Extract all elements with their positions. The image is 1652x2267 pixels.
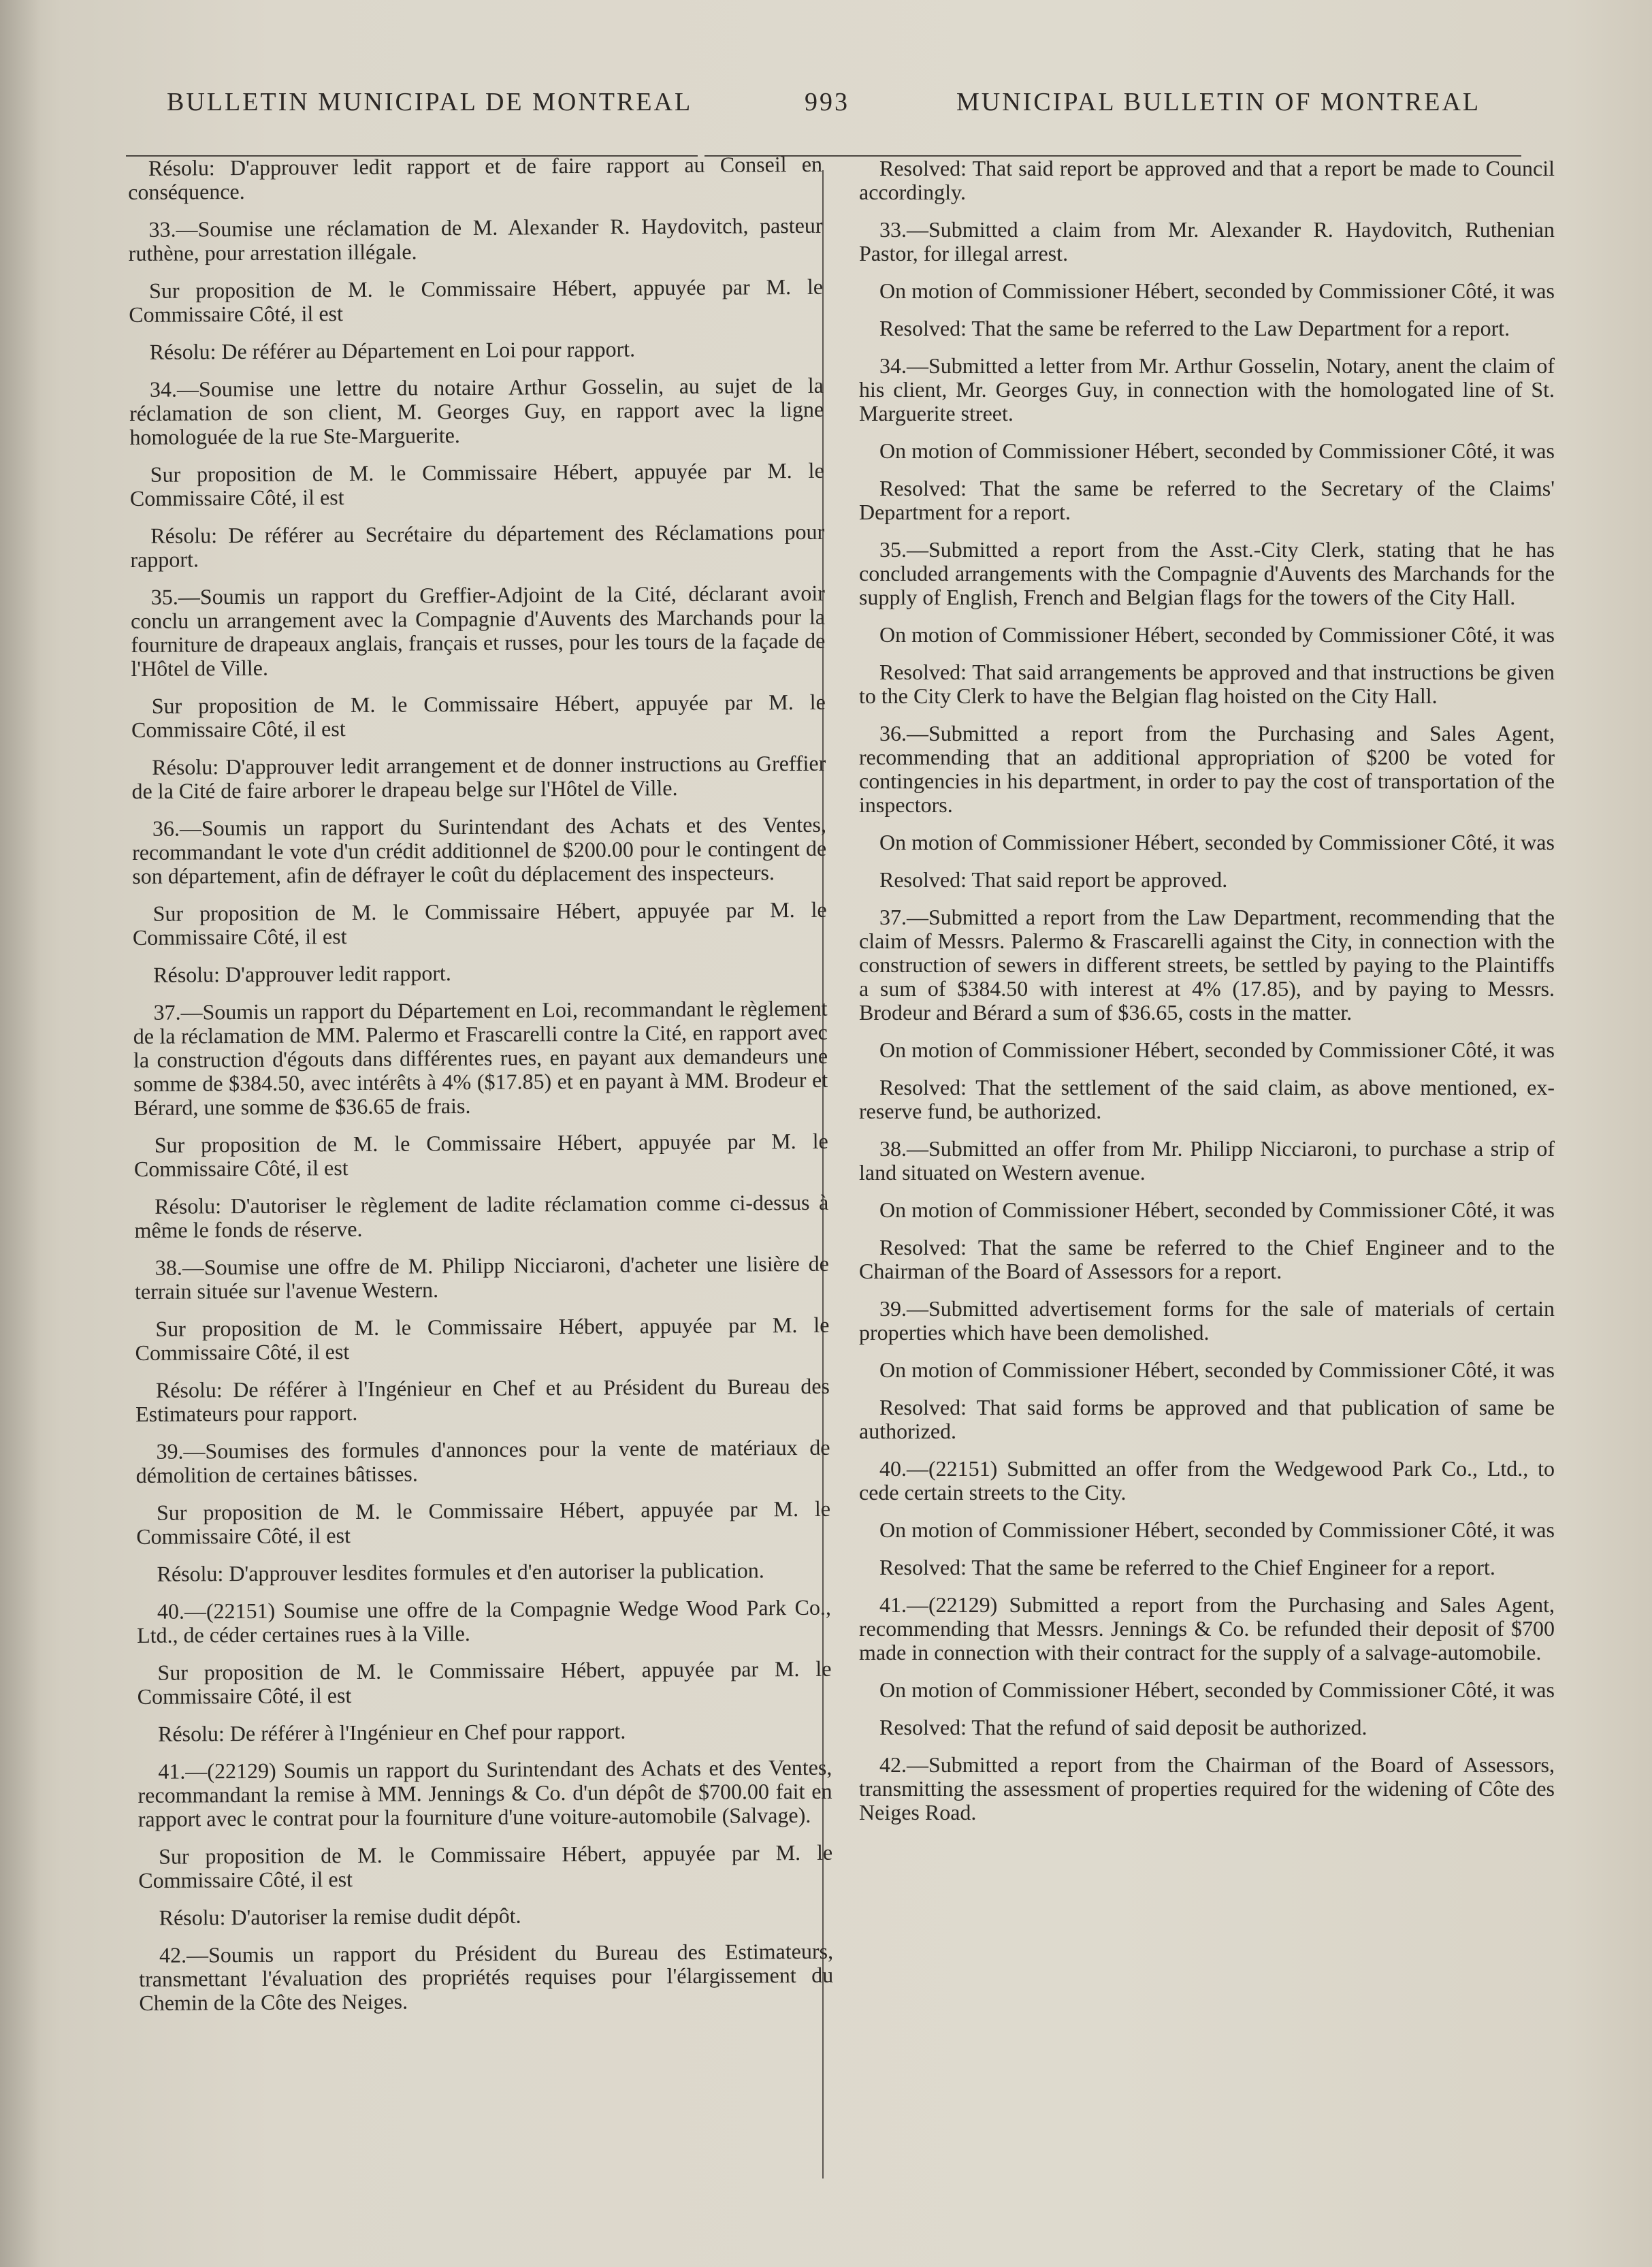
paragraph: On motion of Commissioner Hébert, seconded by Commissioner Côté, it was: [879, 278, 1555, 303]
paragraph: On motion of Commissioner Hébert, seconded by Commissioner Côté, it was: [879, 1038, 1555, 1062]
paragraph: 37.—Soumis un rapport du Département en Loi, recommandant le règlement de la réclamation de MM. Palermo et Frascarelli contre la Cité, en rapport avec la construction d'égouts dans différentes rues, en payant aux demandeurs une somme de $384.50, avec intérêts à 4% ($17.85) et en payant à MM. Brodeur et Bérard, une somme de $36.65 de frais.: [133, 995, 828, 1120]
paragraph: Sur proposition de M. le Commissaire Hébert, appuyée par M. le Commissaire Côté, il est: [129, 274, 824, 327]
paragraph: Sur proposition de M. le Commissaire Hébert, appuyée par M. le Commissaire Côté, il est: [132, 897, 827, 950]
paragraph: Resolved: That the refund of said deposit be authorized.: [879, 1715, 1367, 1739]
english-column: [859, 156, 1555, 2178]
paragraph: On motion of Commissioner Hébert, seconded by Commissioner Côté, it was: [879, 1357, 1555, 1382]
paragraph: On motion of Commissioner Hébert, seconded by Commissioner Côté, it was: [879, 438, 1555, 463]
paragraph: Résolu: D'approuver ledit rapport.: [153, 961, 451, 987]
paragraph: 36.—Submitted a report from the Purchasing and Sales Agent, recommending that an additional appropriation of $200 be voted for contingencies in his department, in order to pay the cost of transportation of the inspectors.: [859, 721, 1555, 817]
paragraph: Resolved: That said report be approved and that a report be made to Council accordingly.: [859, 156, 1555, 204]
paragraph: Sur proposition de M. le Commissaire Hébert, appuyée par M. le Commissaire Côté, il est: [136, 1496, 831, 1549]
paragraph: Résolu: D'autoriser le règlement de ladite réclamation comme ci-dessus à même le fonds de réserve.: [134, 1189, 829, 1242]
paragraph: On motion of Commissioner Hébert, seconded by Commissioner Côté, it was: [879, 1517, 1555, 1542]
paragraph: 35.—Soumis un rapport du Greffier-Adjoint de la Cité, déclarant avoir conclu un arrangement avec la Compagnie d'Auvents des Marchands pour la fourniture de drapeaux anglais, français et russes, pour les tours de la façade de l'Hôtel de Ville.: [130, 580, 826, 681]
paragraph: Sur proposition de M. le Commissaire Hébert, appuyée par M. le Commissaire Côté, il est: [135, 1312, 830, 1365]
paragraph: 38.—Submitted an offer from Mr. Philipp Nicciaroni, to purchase a strip of land situated on Western avenue.: [859, 1136, 1555, 1185]
header-french-title: BULLETIN MUNICIPAL DE MONTREAL: [167, 88, 693, 116]
paragraph: Resolved: That said arrangements be approved and that instructions be given to the City Clerk to have the Belgian flag hoisted on the City Hall.: [859, 660, 1555, 708]
paragraph: Resolved: That the same be referred to the Chief Engineer for a report.: [879, 1555, 1495, 1579]
paragraph: Résolu: D'autoriser la remise dudit dépôt.: [159, 1903, 521, 1930]
paragraph: Résolu: D'approuver ledit arrangement et de donner instructions au Greffier de la Cité de faire arborer le drapeau belge sur l'Hôtel de Ville.: [131, 750, 826, 803]
paragraph: Résolu: De référer à l'Ingénieur en Chef pour rapport.: [157, 1718, 626, 1746]
paragraph: 33.—Submitted a claim from Mr. Alexander R. Haydovitch, Ruthenian Pastor, for illegal arrest.: [859, 217, 1555, 266]
paragraph: Resolved: That the settlement of the said claim, as above mentioned, ex-reserve fund, be authorized.: [859, 1075, 1555, 1123]
paragraph: 40.—(22151) Submitted an offer from the Wedgewood Park Co., Ltd., to cede certain streets to the City.: [859, 1456, 1555, 1505]
paragraph: 41.—(22129) Soumis un rapport du Surintendant des Achats et des Ventes, recommandant la remise à MM. Jennings & Co. d'un dépôt de $700.00 fait en rapport avec le contrat pour la fourniture d'une voiture-automobile (Salvage).: [137, 1754, 832, 1831]
paragraph: Resolved: That said report be approved.: [879, 867, 1228, 892]
paragraph: Sur proposition de M. le Commissaire Hébert, appuyée par M. le Commissaire Côté, il est: [131, 689, 826, 742]
paragraph: Resolved: That said forms be approved and that publication of same be authorized.: [859, 1395, 1555, 1443]
paragraph: Résolu: D'approuver lesdites formules et d'en autoriser la publication.: [157, 1558, 764, 1586]
header-english-title: MUNICIPAL BULLETIN OF MONTREAL: [956, 88, 1481, 116]
paragraph: 33.—Soumise une réclamation de M. Alexander R. Haydovitch, pasteur ruthène, pour arrestation illégale.: [128, 212, 823, 266]
paragraph: Resolved: That the same be referred to the Secretary of the Claims' Department for a report.: [859, 476, 1555, 524]
paragraph: 41.—(22129) Submitted a report from the Purchasing and Sales Agent, recommending that Messrs. Jennings & Co. be refunded their deposit of $700 made in connection with their contract for the supply of a salvage-automobile.: [859, 1592, 1555, 1665]
paragraph: On motion of Commissioner Hébert, seconded by Commissioner Côté, it was: [879, 1197, 1555, 1222]
paragraph: 34.—Submitted a letter from Mr. Arthur Gosselin, Notary, anent the claim of his client, Mr. Georges Guy, in connection with the homologated line of St. Marguerite street.: [859, 353, 1555, 425]
french-column: [128, 151, 835, 2178]
binding-shadow: [0, 0, 41, 2267]
paragraph: 34.—Soumise une lettre du notaire Arthur Gosselin, au sujet de la réclamation de son client, M. Georges Guy, en rapport avec la ligne homologuée de la rue Ste-Marguerite.: [129, 372, 824, 449]
paragraph: 39.—Soumises des formules d'annonces pour la vente de matériaux de démolition de certaines bâtisses.: [135, 1434, 830, 1488]
paragraph: 40.—(22151) Soumise une offre de la Compagnie Wedge Wood Park Co., Ltd., de céder certaines rues à la Ville.: [137, 1594, 832, 1647]
paragraph: On motion of Commissioner Hébert, seconded by Commissioner Côté, it was: [879, 622, 1555, 647]
paragraph: Sur proposition de M. le Commissaire Hébert, appuyée par M. le Commissaire Côté, il est: [129, 457, 824, 511]
paragraph: Sur proposition de M. le Commissaire Hébert, appuyée par M. le Commissaire Côté, il est: [133, 1128, 828, 1181]
paragraph: 42.—Soumis un rapport du Président du Bureau des Estimateurs, transmettant l'évaluation des propriétés requises pour l'élargissement du Chemin de la Côte des Neiges.: [139, 1938, 834, 2015]
paragraph: 38.—Soumise une offre de M. Philipp Nicciaroni, d'acheter une lisière de terrain située sur l'avenue Western.: [134, 1251, 829, 1304]
paragraph: 37.—Submitted a report from the Law Department, recommending that the claim of Messrs. Palermo & Frascarelli against the City, in connection with the construction of sewers in different streets, be settled by paying to the Plaintiffs a sum of $384.50 with interest at 4% (17.85), and by paying to Messrs. Brodeur and Bérard a sum of $36.65, costs in the matter.: [859, 905, 1555, 1025]
paragraph: On motion of Commissioner Hébert, seconded by Commissioner Côté, it was: [879, 1677, 1555, 1702]
paragraph: 35.—Submitted a report from the Asst.-City Clerk, stating that he has concluded arrangements with the Compagnie d'Auvents des Marchands for the supply of English, French and Belgian flags for the towers of the City Hall.: [859, 537, 1555, 609]
paragraph: 42.—Submitted a report from the Chairman of the Board of Assessors, transmitting the assessment of properties required for the widening of Côte des Neiges Road.: [859, 1752, 1555, 1824]
paragraph: Résolu: De référer au Secrétaire du département des Réclamations pour rapport.: [130, 519, 825, 572]
paragraph: Résolu: De référer à l'Ingénieur en Chef et au Président du Bureau des Estimateurs pour rapport.: [135, 1373, 830, 1426]
paragraph: Resolved: That the same be referred to the Law Department for a report.: [879, 316, 1510, 340]
paragraph: On motion of Commissioner Hébert, seconded by Commissioner Côté, it was: [879, 830, 1555, 854]
paragraph: Resolved: That the same be referred to the Chief Engineer and to the Chairman of the Board of Assessors for a report.: [859, 1235, 1555, 1283]
page-number: 993: [805, 88, 849, 116]
paragraph: Résolu: D'approuver ledit rapport et de faire rapport au Conseil en conséquence.: [128, 151, 823, 204]
paragraph: 36.—Soumis un rapport du Surintendant des Achats et des Ventes, recommandant le vote d'un crédit additionnel de $200.00 pour le contingent de son département, afin de défrayer le coût du déplacement des inspecteurs.: [132, 811, 827, 888]
paragraph: Résolu: De référer au Département en Loi pour rapport.: [149, 336, 636, 364]
paragraph: 39.—Submitted advertisement forms for the sale of materials of certain properties which have been demolished.: [859, 1296, 1555, 1345]
paragraph: Sur proposition de M. le Commissaire Hébert, appuyée par M. le Commissaire Côté, il est: [138, 1839, 833, 1893]
paragraph: Sur proposition de M. le Commissaire Hébert, appuyée par M. le Commissaire Côté, il est: [137, 1656, 832, 1709]
